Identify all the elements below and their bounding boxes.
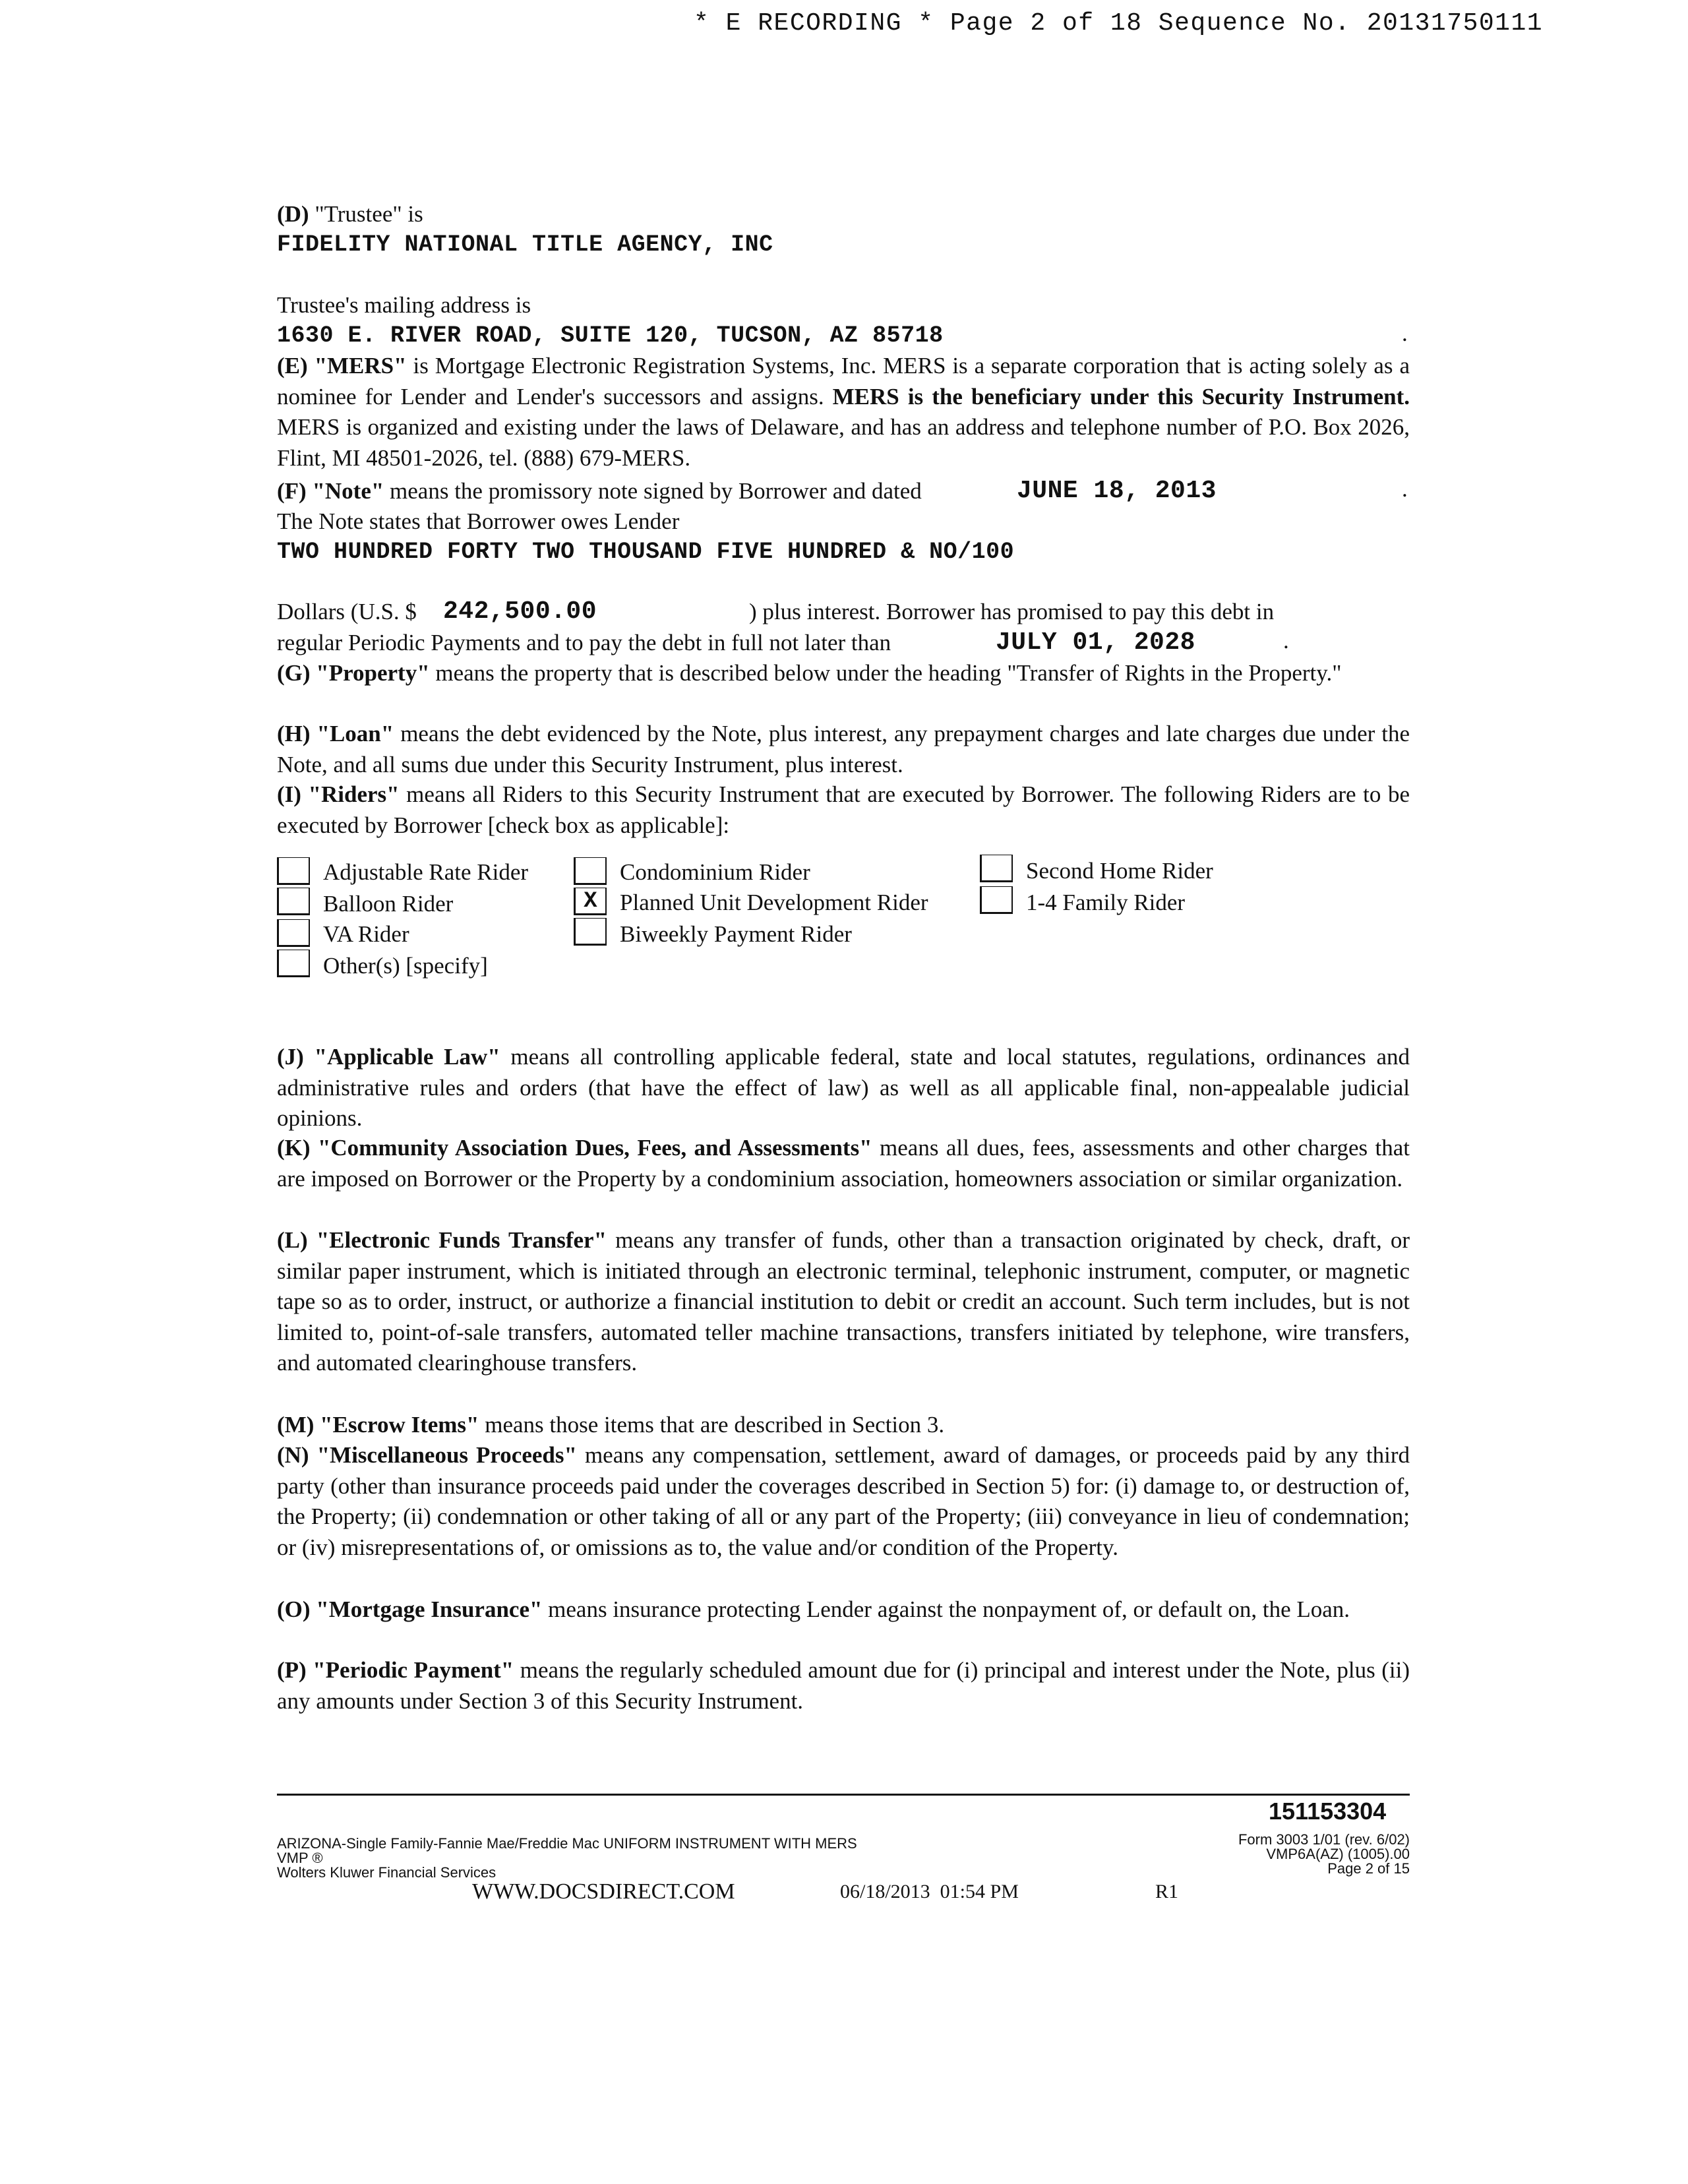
escrow-term: "Escrow Items" [320, 1412, 479, 1438]
applicable-law-text: means all controlling applicable federal, state and local statutes, regulations, ordinances and administrative rules and orders (that have the effect of law) as well as all applicable final, non-appealable judicial opinions. [277, 1044, 1410, 1131]
trustee-label: (D) [277, 201, 309, 227]
mers-term: "MERS" [314, 353, 407, 379]
mers-definition [277, 351, 1410, 473]
form-title: ARIZONA-Single Family-Fannie Mae/Freddie Mac UNIFORM INSTRUMENT WITH MERS [277, 1835, 857, 1852]
escrow-label: (M) [277, 1412, 315, 1438]
rider-label: Balloon Rider [323, 891, 454, 917]
page-number: Page 2 of 15 [1327, 1860, 1410, 1877]
applicable-law-term: "Applicable Law" [314, 1044, 500, 1070]
form-code: VMP6A(AZ) (1005).00 [1266, 1846, 1410, 1862]
dollars-prefix: Dollars (U.S. $ [277, 599, 417, 624]
checkbox-pud-rider[interactable]: X [574, 888, 607, 915]
applicable-law-label: (J) [277, 1044, 304, 1070]
mortgage-insurance-label: (O) [277, 1596, 311, 1622]
checkbox-va-rider[interactable] [277, 919, 310, 947]
riders-text: means all Riders to this Security Instrument that are executed by Borrower. The following Riders are to be executed by Borrower [check box as applicable]: [277, 781, 1410, 838]
form-number: Form 3003 1/01 (rev. 6/02) [1238, 1831, 1410, 1848]
rider-label: Other(s) [specify] [323, 953, 488, 979]
mortgage-insurance-text: means insurance protecting Lender against the nonpayment of, or default on, the Loan. [542, 1596, 1350, 1622]
periodic-payment-label: (P) [277, 1657, 307, 1683]
note-definition [277, 476, 922, 506]
note-amount-words: TWO HUNDRED FORTY TWO THOUSAND FIVE HUNDRED & NO/100 [277, 539, 1015, 565]
website: WWW.DOCSDIRECT.COM [472, 1879, 735, 1904]
trustee-name: FIDELITY NATIONAL TITLE AGENCY, INC [277, 231, 773, 258]
eft-label: (L) [277, 1227, 308, 1253]
note-date: JUNE 18, 2013 [1017, 477, 1217, 505]
applicable-law-definition [277, 1042, 1410, 1134]
checkbox-other-rider[interactable] [277, 950, 310, 977]
misc-text: means any compensation, settlement, award of damages, or proceeds paid by any third party (other than insurance proceeds paid under the coverages described in Section 5) for: (i) damage to, or destruction of, the Property; (ii) condemnation or other taking of all or any part of the Property; (iii) conveyance in lieu of condemnation; or (iv) misrepresentations of, or omissions as to, the value and/or condition of the Property. [277, 1442, 1410, 1560]
riders-term: "Riders" [308, 781, 400, 807]
loan-text: means the debt evidenced by the Note, plus interest, any prepayment charges and late charges due under the Note, and all sums due under this Security Instrument, plus interest. [277, 721, 1410, 777]
note-amount: 242,500.00 [443, 597, 597, 626]
community-association-definition [277, 1133, 1410, 1194]
mers-label: (E) [277, 353, 308, 379]
checkbox-biweekly-payment-rider[interactable] [574, 918, 607, 946]
maturity-date: JULY 01, 2028 [996, 628, 1195, 657]
periodic-payment-term: "Periodic Payment" [313, 1657, 514, 1683]
rider-label: Planned Unit Development Rider [620, 890, 928, 915]
property-label: (G) [277, 660, 311, 686]
filler-dot: . [1402, 476, 1408, 502]
publisher: Wolters Kluwer Financial Services [277, 1864, 497, 1881]
rider-label: Condominium Rider [620, 859, 810, 885]
checkbox-adjustable-rate-rider[interactable] [277, 857, 310, 885]
property-text: means the property that is described below under the heading "Transfer of Rights in the Property." [429, 660, 1342, 686]
eft-text: means any transfer of funds, other than a transaction originated by check, draft, or similar paper instrument, which is initiated through an electronic terminal, telephonic instrument, computer, or magnetic tape so as to order, instruct, or authorize a financial institution to debit or credit an account. Such term includes, but is not limited to, point-of-sale transfers, automated teller machine transactions, transfers initiated by telephone, wire transfers, and automated clearinghouse transfers. [277, 1227, 1410, 1376]
trustee-address: 1630 E. RIVER ROAD, SUITE 120, TUCSON, AZ 85718 [277, 322, 944, 349]
checkbox-1-4-family-rider[interactable] [980, 886, 1013, 914]
mortgage-insurance-definition [277, 1594, 1410, 1625]
mers-address: MERS is organized and existing under the laws of Delaware, and has an address and telephone number of P.O. Box 2026, Flint, MI 48501-2026, tel. (888) 679-MERS. [277, 414, 1410, 471]
loan-number: 151153304 [1269, 1798, 1387, 1825]
misc-term: "Miscellaneous Proceeds" [316, 1442, 577, 1468]
revision: R1 [1155, 1881, 1179, 1902]
escrow-text: means those items that are described in Section 3. [479, 1412, 945, 1438]
note-owes: The Note states that Borrower owes Lender [277, 508, 680, 534]
rider-label: Adjustable Rate Rider [323, 859, 529, 885]
recording-header: * E RECORDING * Page 2 of 18 Sequence No. 20131750111 [694, 9, 1544, 38]
rider-label: Second Home Rider [1026, 858, 1213, 884]
periodic-payment-text: means the regularly scheduled amount due for (i) principal and interest under the Note, plus (ii) any amounts under Section 3 of this Security Instrument. [277, 1657, 1410, 1714]
eft-definition [277, 1225, 1410, 1379]
trustee-address-label: Trustee's mailing address is [277, 292, 531, 318]
property-definition [277, 658, 1410, 689]
rider-label: Biweekly Payment Rider [620, 921, 852, 947]
trustee-definition [277, 199, 423, 229]
misc-proceeds-definition [277, 1440, 1410, 1563]
filler-dot: . [1402, 320, 1408, 346]
note-term: "Note" [312, 478, 384, 504]
trustee-term: "Trustee" is [315, 201, 423, 227]
loan-term: "Loan" [316, 721, 394, 746]
checkbox-condominium-rider[interactable] [574, 857, 607, 885]
eft-term: "Electronic Funds Transfer" [316, 1227, 607, 1253]
footer-rule [277, 1794, 1410, 1796]
misc-label: (N) [277, 1442, 309, 1468]
property-term: "Property" [316, 660, 430, 686]
mers-text: is Mortgage Electronic Registration Systems, Inc. MERS is a separate corporation that is acting solely as a nominee for Lender and Lender's successors and assigns. [277, 353, 1410, 410]
filler-dot: . [1283, 628, 1289, 653]
riders-label: (I) [277, 781, 301, 807]
community-label: (K) [277, 1135, 311, 1161]
riders-definition [277, 779, 1410, 841]
note-text: means the promissory note signed by Borrower and dated [384, 478, 922, 504]
mortgage-insurance-term: "Mortgage Insurance" [316, 1596, 543, 1622]
rider-label: VA Rider [323, 921, 409, 947]
community-text: means all dues, fees, assessments and other charges that are imposed on Borrower or the Property by a condominium association, homeowners association or similar organization. [277, 1135, 1410, 1192]
dollars-suffix: ) plus interest. Borrower has promised to pay this debt in [749, 599, 1275, 624]
loan-label: (H) [277, 721, 311, 746]
checkbox-balloon-rider[interactable] [277, 888, 310, 915]
rider-label: 1-4 Family Rider [1026, 890, 1186, 915]
mers-beneficiary: MERS is the beneficiary under this Security Instrument. [832, 383, 1410, 410]
print-timestamp: 06/18/2013 01:54 PM [840, 1881, 1019, 1902]
loan-definition [277, 719, 1410, 780]
escrow-definition [277, 1410, 1410, 1441]
periodic-text: regular Periodic Payments and to pay the debt in full not later than [277, 630, 891, 655]
community-term: "Community Association Dues, Fees, and Assessments" [317, 1135, 872, 1161]
note-label: (F) [277, 478, 307, 504]
periodic-payment-definition [277, 1655, 1410, 1716]
checkbox-second-home-rider[interactable] [980, 855, 1013, 882]
vmp-mark: VMP ® [277, 1850, 323, 1866]
